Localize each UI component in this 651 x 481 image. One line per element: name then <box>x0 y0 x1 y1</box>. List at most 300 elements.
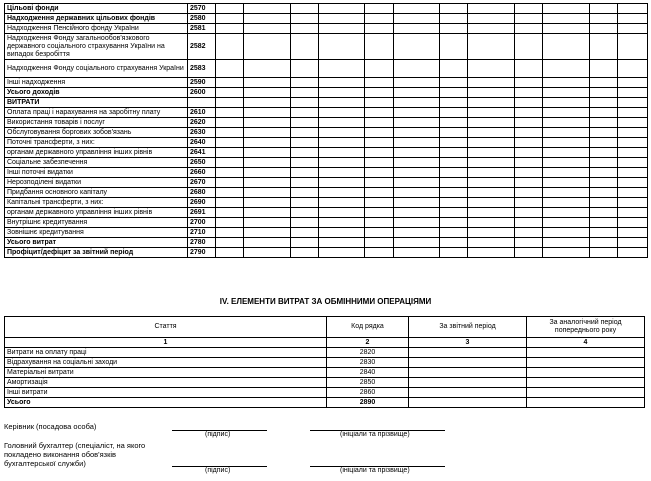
value-cell <box>244 128 291 138</box>
value-cell <box>319 118 365 128</box>
row-name: Надходження державних цільових фондів <box>5 14 188 24</box>
row-code: 2860 <box>327 388 409 398</box>
value-cell <box>394 248 440 258</box>
row-code: 2581 <box>188 24 216 34</box>
value-cell <box>468 4 515 14</box>
accountant-label: Головний бухгалтер (спеціаліст, на якого покладено виконання обов'язків бухгалтерської служби) <box>4 441 146 468</box>
value-cell <box>244 78 291 88</box>
value-cell <box>590 208 618 218</box>
value-cell <box>590 4 618 14</box>
value-cell <box>618 148 648 158</box>
value-cell <box>468 24 515 34</box>
value-cell <box>590 168 618 178</box>
table-row <box>5 118 648 128</box>
header-article: Стаття <box>5 317 327 338</box>
value-cell <box>365 208 394 218</box>
value-cell <box>244 188 291 198</box>
table-row <box>5 60 648 78</box>
value-cell <box>468 88 515 98</box>
value-cell <box>515 128 543 138</box>
value-cell <box>618 228 648 238</box>
value-cell <box>543 158 590 168</box>
header-row-code: Код рядка <box>327 317 409 338</box>
row-code: 2710 <box>188 228 216 238</box>
value-cell <box>468 148 515 158</box>
value-cell <box>543 98 590 108</box>
value-cell <box>365 148 394 158</box>
value-cell <box>590 218 618 228</box>
value-cell <box>440 78 468 88</box>
accountant-sign-caption: (підпис) <box>205 467 231 474</box>
value-cell <box>291 138 319 148</box>
table-row <box>5 108 648 118</box>
value-cell <box>527 398 645 408</box>
value-cell <box>590 138 618 148</box>
value-cell <box>543 228 590 238</box>
value-cell <box>244 98 291 108</box>
value-cell <box>515 34 543 60</box>
value-cell <box>291 108 319 118</box>
value-cell <box>409 358 527 368</box>
value-cell <box>618 218 648 228</box>
row-name: Усього витрат <box>5 238 188 248</box>
row-name: Оплата праці і нарахування на заробітну плату <box>5 108 188 118</box>
value-cell <box>394 14 440 24</box>
value-cell <box>319 60 365 78</box>
value-cell <box>409 368 527 378</box>
value-cell <box>319 138 365 148</box>
value-cell <box>468 218 515 228</box>
value-cell <box>543 178 590 188</box>
value-cell <box>291 228 319 238</box>
value-cell <box>319 108 365 118</box>
value-cell <box>618 4 648 14</box>
value-cell <box>291 24 319 34</box>
value-cell <box>291 88 319 98</box>
table-row <box>5 14 648 24</box>
value-cell <box>291 178 319 188</box>
value-cell <box>618 188 648 198</box>
value-cell <box>216 238 244 248</box>
value-cell <box>291 118 319 128</box>
value-cell <box>543 198 590 208</box>
value-cell <box>515 238 543 248</box>
row-name: Усього доходів <box>5 88 188 98</box>
value-cell <box>319 4 365 14</box>
value-cell <box>543 24 590 34</box>
value-cell <box>590 24 618 34</box>
value-cell <box>440 198 468 208</box>
value-cell <box>440 238 468 248</box>
value-cell <box>468 128 515 138</box>
value-cell <box>365 108 394 118</box>
value-cell <box>618 138 648 148</box>
row-code: 2600 <box>188 88 216 98</box>
value-cell <box>394 128 440 138</box>
row-name: Внутрішнє кредитування <box>5 218 188 228</box>
row-code: 2583 <box>188 60 216 78</box>
row-name: Обслуговування боргових зобов'язань <box>5 128 188 138</box>
value-cell <box>543 148 590 158</box>
value-cell <box>394 88 440 98</box>
value-cell <box>244 148 291 158</box>
row-code: 2580 <box>188 14 216 24</box>
value-cell <box>394 238 440 248</box>
head-label: Керівник (посадова особа) <box>4 422 97 431</box>
table-row <box>5 348 645 358</box>
value-cell <box>543 208 590 218</box>
value-cell <box>468 228 515 238</box>
value-cell <box>291 188 319 198</box>
table-row <box>5 34 648 60</box>
value-cell <box>291 148 319 158</box>
value-cell <box>440 128 468 138</box>
value-cell <box>365 228 394 238</box>
row-name: Інші поточні видатки <box>5 168 188 178</box>
row-code: 2830 <box>327 358 409 368</box>
value-cell <box>440 138 468 148</box>
value-cell <box>365 4 394 14</box>
value-cell <box>590 248 618 258</box>
value-cell <box>515 188 543 198</box>
value-cell <box>515 108 543 118</box>
value-cell <box>365 188 394 198</box>
value-cell <box>244 158 291 168</box>
value-cell <box>394 60 440 78</box>
value-cell <box>543 188 590 198</box>
value-cell <box>394 178 440 188</box>
value-cell <box>618 108 648 118</box>
row-name: Зовнішнє кредитування <box>5 228 188 238</box>
value-cell <box>440 208 468 218</box>
value-cell <box>365 14 394 24</box>
row-name: Нерозподілені видатки <box>5 178 188 188</box>
value-cell <box>319 14 365 24</box>
value-cell <box>319 78 365 88</box>
row-code: 2790 <box>188 248 216 258</box>
row-name: Усього <box>5 398 327 408</box>
value-cell <box>244 168 291 178</box>
value-cell <box>319 248 365 258</box>
row-name: Використання товарів і послуг <box>5 118 188 128</box>
value-cell <box>319 34 365 60</box>
value-cell <box>515 118 543 128</box>
value-cell <box>291 60 319 78</box>
value-cell <box>365 158 394 168</box>
value-cell <box>515 228 543 238</box>
row-code: 2780 <box>188 238 216 248</box>
value-cell <box>527 378 645 388</box>
value-cell <box>216 24 244 34</box>
expense-elements-table <box>4 316 645 408</box>
value-cell <box>319 168 365 178</box>
value-cell <box>468 14 515 24</box>
value-cell <box>216 158 244 168</box>
value-cell <box>515 78 543 88</box>
value-cell <box>440 108 468 118</box>
row-name: Матеріальні витрати <box>5 368 327 378</box>
value-cell <box>394 4 440 14</box>
value-cell <box>440 228 468 238</box>
value-cell <box>365 78 394 88</box>
value-cell <box>216 118 244 128</box>
value-cell <box>291 168 319 178</box>
value-cell <box>527 348 645 358</box>
value-cell <box>244 60 291 78</box>
table-row <box>5 128 648 138</box>
expense-elements-header-row <box>5 317 645 338</box>
value-cell <box>618 198 648 208</box>
value-cell <box>365 178 394 188</box>
value-cell <box>590 128 618 138</box>
table-row <box>5 378 645 388</box>
value-cell <box>319 158 365 168</box>
value-cell <box>515 148 543 158</box>
column-number: 1 <box>5 338 327 348</box>
table-row <box>5 78 648 88</box>
value-cell <box>468 178 515 188</box>
value-cell <box>394 34 440 60</box>
value-cell <box>291 98 319 108</box>
column-number: 3 <box>409 338 527 348</box>
value-cell <box>291 208 319 218</box>
row-code: 2641 <box>188 148 216 158</box>
row-code: 2660 <box>188 168 216 178</box>
row-code: 2650 <box>188 158 216 168</box>
value-cell <box>365 24 394 34</box>
value-cell <box>394 118 440 128</box>
row-code: 2570 <box>188 4 216 14</box>
value-cell <box>216 138 244 148</box>
value-cell <box>590 78 618 88</box>
value-cell <box>244 34 291 60</box>
row-name: Цільові фонди <box>5 4 188 14</box>
value-cell <box>468 248 515 258</box>
value-cell <box>216 248 244 258</box>
header-current-period: За звітний період <box>409 317 527 338</box>
value-cell <box>394 148 440 158</box>
row-code: 2700 <box>188 218 216 228</box>
table-row <box>5 98 648 108</box>
value-cell <box>244 218 291 228</box>
value-cell <box>468 118 515 128</box>
row-name: Поточні трансферти, з них: <box>5 138 188 148</box>
table-row <box>5 208 648 218</box>
value-cell <box>515 88 543 98</box>
value-cell <box>468 238 515 248</box>
value-cell <box>543 14 590 24</box>
value-cell <box>319 88 365 98</box>
value-cell <box>244 198 291 208</box>
row-code: 2890 <box>327 398 409 408</box>
value-cell <box>590 158 618 168</box>
value-cell <box>590 88 618 98</box>
section-title: IV. ЕЛЕМЕНТИ ВИТРАТ ЗА ОБМІННИМИ ОПЕРАЦІЯМИ <box>219 297 432 306</box>
value-cell <box>244 118 291 128</box>
row-name: Надходження Пенсійного фонду України <box>5 24 188 34</box>
value-cell <box>590 178 618 188</box>
table-row <box>5 158 648 168</box>
value-cell <box>394 198 440 208</box>
value-cell <box>291 198 319 208</box>
row-code: 2690 <box>188 198 216 208</box>
income-expense-body <box>5 4 648 258</box>
value-cell <box>440 248 468 258</box>
value-cell <box>440 34 468 60</box>
value-cell <box>365 60 394 78</box>
value-cell <box>468 78 515 88</box>
value-cell <box>394 98 440 108</box>
value-cell <box>394 108 440 118</box>
value-cell <box>291 158 319 168</box>
value-cell <box>543 4 590 14</box>
value-cell <box>527 388 645 398</box>
value-cell <box>319 218 365 228</box>
row-name: Витрати на оплату праці <box>5 348 327 358</box>
table-row <box>5 148 648 158</box>
value-cell <box>590 228 618 238</box>
table-row <box>5 248 648 258</box>
accountant-initials-caption: (ініціали та прізвище) <box>340 467 410 474</box>
value-cell <box>440 188 468 198</box>
row-code: 2590 <box>188 78 216 88</box>
column-number-row <box>5 338 645 348</box>
value-cell <box>515 158 543 168</box>
value-cell <box>618 158 648 168</box>
value-cell <box>409 398 527 408</box>
value-cell <box>244 108 291 118</box>
value-cell <box>590 60 618 78</box>
value-cell <box>440 98 468 108</box>
value-cell <box>618 24 648 34</box>
row-name: Відрахування на соціальні заходи <box>5 358 327 368</box>
value-cell <box>440 168 468 178</box>
row-name: органам державного управління інших рівнів <box>5 148 188 158</box>
value-cell <box>618 34 648 60</box>
value-cell <box>244 228 291 238</box>
value-cell <box>216 208 244 218</box>
income-expense-table <box>4 3 648 258</box>
value-cell <box>618 178 648 188</box>
value-cell <box>440 14 468 24</box>
row-code: 2691 <box>188 208 216 218</box>
value-cell <box>365 248 394 258</box>
row-name: Соціальне забезпечення <box>5 158 188 168</box>
value-cell <box>515 4 543 14</box>
value-cell <box>319 178 365 188</box>
value-cell <box>440 88 468 98</box>
row-code: 2670 <box>188 178 216 188</box>
value-cell <box>244 248 291 258</box>
value-cell <box>409 378 527 388</box>
row-name: Інші витрати <box>5 388 327 398</box>
value-cell <box>618 78 648 88</box>
value-cell <box>394 228 440 238</box>
value-cell <box>515 218 543 228</box>
value-cell <box>468 188 515 198</box>
value-cell <box>319 198 365 208</box>
value-cell <box>409 388 527 398</box>
value-cell <box>618 128 648 138</box>
value-cell <box>618 60 648 78</box>
table-row <box>5 168 648 178</box>
row-name: Надходження Фонду соціального страхування України <box>5 60 188 78</box>
value-cell <box>394 24 440 34</box>
value-cell <box>515 168 543 178</box>
row-name: Придбання основного капіталу <box>5 188 188 198</box>
value-cell <box>515 198 543 208</box>
value-cell <box>543 168 590 178</box>
value-cell <box>440 24 468 34</box>
value-cell <box>244 138 291 148</box>
value-cell <box>365 34 394 60</box>
table-row <box>5 238 648 248</box>
value-cell <box>543 248 590 258</box>
value-cell <box>244 88 291 98</box>
table-row <box>5 388 645 398</box>
value-cell <box>543 218 590 228</box>
value-cell <box>527 358 645 368</box>
value-cell <box>590 98 618 108</box>
value-cell <box>543 128 590 138</box>
value-cell <box>468 168 515 178</box>
value-cell <box>216 198 244 208</box>
table-row <box>5 88 648 98</box>
row-name: органам державного управління інших рівнів <box>5 208 188 218</box>
value-cell <box>365 218 394 228</box>
value-cell <box>440 118 468 128</box>
row-code: 2850 <box>327 378 409 388</box>
value-cell <box>244 238 291 248</box>
value-cell <box>590 118 618 128</box>
value-cell <box>244 178 291 188</box>
table-row <box>5 228 648 238</box>
value-cell <box>440 158 468 168</box>
value-cell <box>216 88 244 98</box>
value-cell <box>590 14 618 24</box>
value-cell <box>394 138 440 148</box>
value-cell <box>543 78 590 88</box>
value-cell <box>590 34 618 60</box>
value-cell <box>319 148 365 158</box>
value-cell <box>515 14 543 24</box>
value-cell <box>319 228 365 238</box>
value-cell <box>590 198 618 208</box>
value-cell <box>468 158 515 168</box>
value-cell <box>216 14 244 24</box>
value-cell <box>409 348 527 358</box>
value-cell <box>291 128 319 138</box>
column-number: 2 <box>327 338 409 348</box>
table-row <box>5 178 648 188</box>
table-row <box>5 138 648 148</box>
value-cell <box>618 238 648 248</box>
value-cell <box>365 128 394 138</box>
value-cell <box>440 218 468 228</box>
value-cell <box>543 108 590 118</box>
value-cell <box>365 238 394 248</box>
value-cell <box>244 24 291 34</box>
row-name: Амортизація <box>5 378 327 388</box>
value-cell <box>590 238 618 248</box>
value-cell <box>468 108 515 118</box>
table-row <box>5 4 648 14</box>
row-name: Профіцит/дефіцит за звітний період <box>5 248 188 258</box>
row-name: ВИТРАТИ <box>5 98 188 108</box>
value-cell <box>515 98 543 108</box>
value-cell <box>440 178 468 188</box>
value-cell <box>468 34 515 60</box>
